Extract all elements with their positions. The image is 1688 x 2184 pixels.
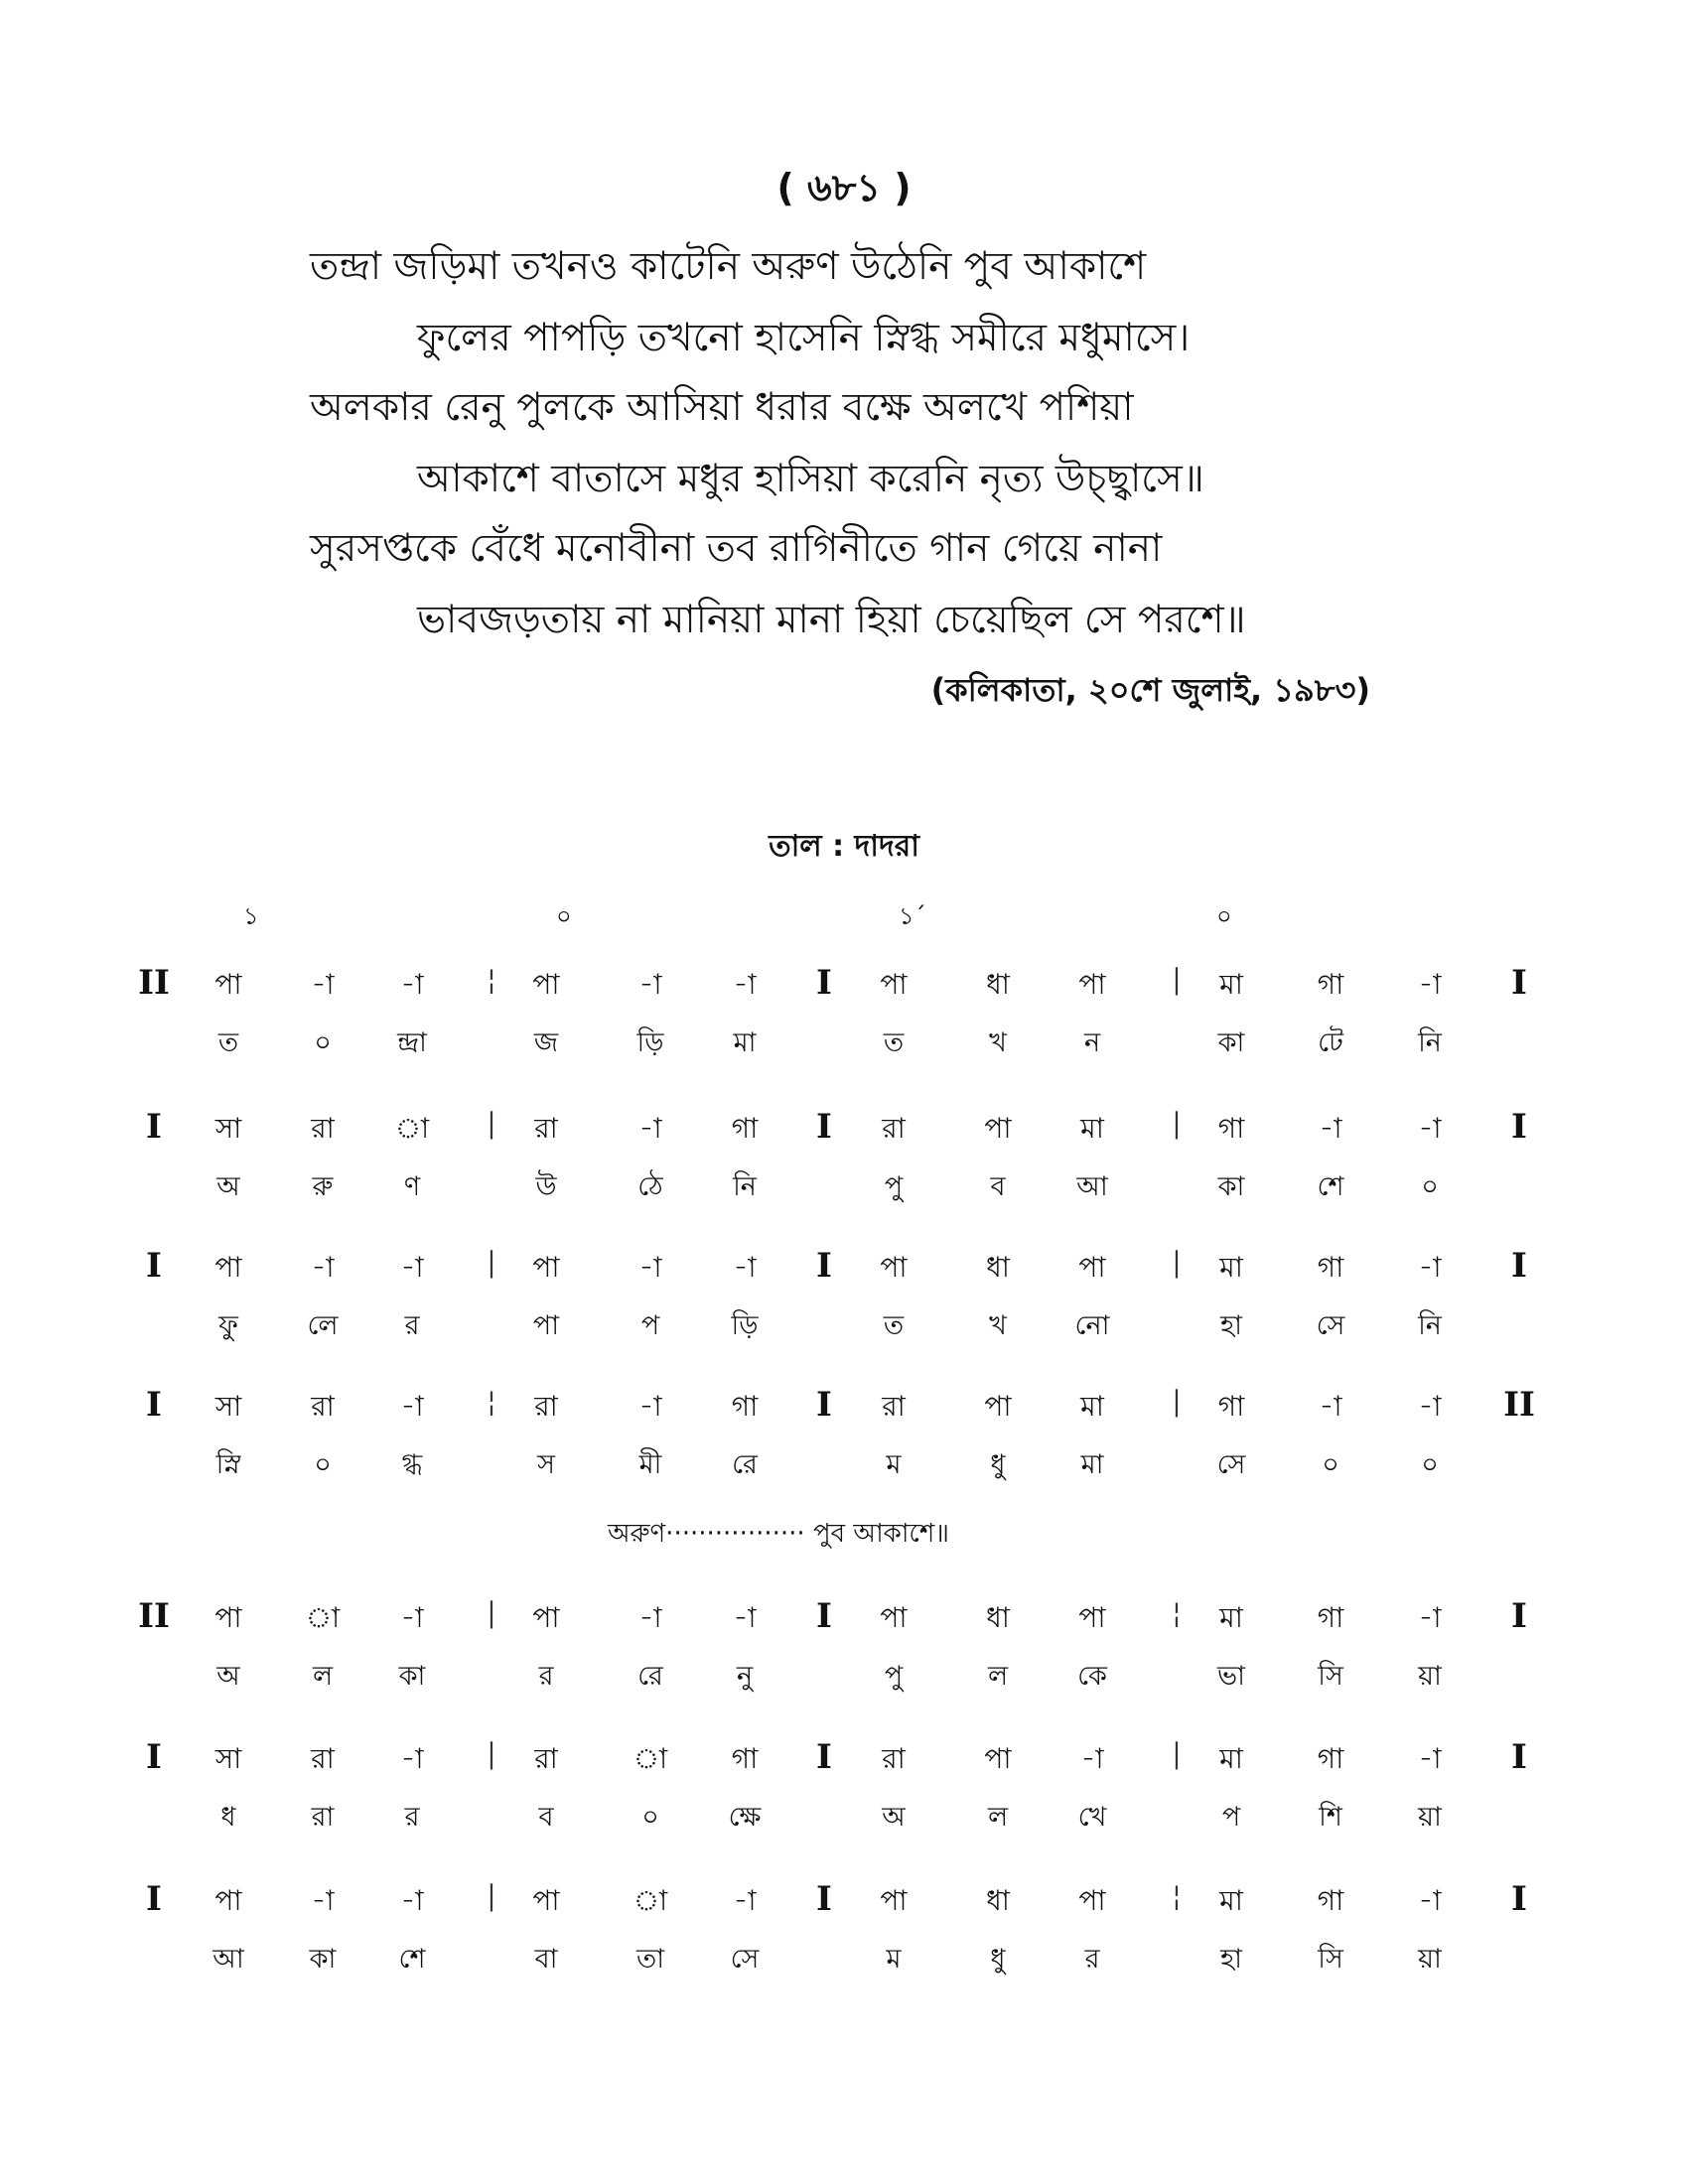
swar-note: -া xyxy=(311,1251,335,1284)
swar-note: -া xyxy=(1080,1742,1104,1775)
swar-note: রা xyxy=(534,1390,558,1423)
lyric-syllable: র xyxy=(404,1802,420,1833)
swar-note: পা xyxy=(984,1390,1012,1423)
swar-note: সা xyxy=(214,1112,242,1145)
swar-note: -া xyxy=(1418,968,1442,1001)
lyric-syllable: সে xyxy=(730,1944,760,1975)
swar-note: ধা xyxy=(986,1884,1010,1917)
lyric-syllable: সে xyxy=(1316,1310,1345,1341)
bar-line: ¦ xyxy=(487,963,496,996)
swar-note: সা xyxy=(214,1742,242,1775)
lyric-syllable: গ্ধ xyxy=(401,1449,423,1480)
swar-note: রা xyxy=(882,1390,906,1423)
swar-row xyxy=(0,1385,1688,1429)
swar-row xyxy=(0,1246,1688,1290)
bar-line-start: I xyxy=(146,1737,162,1777)
lyric-syllable: সি xyxy=(1318,1944,1343,1975)
swar-note: -া xyxy=(638,968,662,1001)
bar-line-end: II xyxy=(1503,1385,1535,1425)
lyric-syllable: শে xyxy=(398,1944,426,1975)
swar-note: -া xyxy=(311,968,335,1001)
lyric-syllable: অ xyxy=(216,1661,240,1692)
bar-line: | xyxy=(1172,1246,1182,1279)
swar-note: -া xyxy=(638,1112,662,1145)
swar-note: রা xyxy=(534,1112,558,1145)
swar-note: পা xyxy=(984,1742,1012,1775)
swar-note: পা xyxy=(880,1601,908,1634)
lyric-syllable: বা xyxy=(534,1944,558,1975)
bar-line: I xyxy=(816,1879,832,1919)
bar-line-start: I xyxy=(146,1246,162,1286)
bar-line-end: I xyxy=(1511,963,1527,1003)
poem-line: ফুলের পাপড়ি তখনো হাসেনি স্নিগ্ধ সমীরে মধুমাসে। xyxy=(417,316,1191,360)
swar-note: ধা xyxy=(986,968,1010,1001)
lyric-syllable: নু xyxy=(736,1661,754,1692)
bar-line-start: I xyxy=(146,1879,162,1919)
lyric-syllable: হা xyxy=(1219,1310,1242,1341)
lyric-syllable: রা xyxy=(311,1802,335,1833)
bar-line: | xyxy=(487,1737,496,1770)
bar-line-start: II xyxy=(138,1596,170,1636)
swar-note: গা xyxy=(1317,1742,1344,1775)
bar-line: I xyxy=(816,1246,832,1286)
swar-note: ধা xyxy=(986,1251,1010,1284)
lyric-syllable: তা xyxy=(635,1944,665,1975)
swar-note: া xyxy=(305,1601,341,1634)
swar-note: পা xyxy=(1078,1251,1106,1284)
swar-note: রা xyxy=(311,1112,335,1145)
swar-note: -া xyxy=(1418,1112,1442,1145)
swar-note: -া xyxy=(400,1251,424,1284)
lyric-syllable: হা xyxy=(1219,1944,1242,1975)
lyric-syllable: মা xyxy=(1080,1449,1104,1480)
swar-note: -া xyxy=(1418,1251,1442,1284)
swar-note: মা xyxy=(1080,1390,1104,1423)
swar-note: পা xyxy=(880,1251,908,1284)
lyric-syllable: ০ xyxy=(1421,1449,1439,1480)
lyric-row xyxy=(0,1166,1688,1210)
swar-note: মা xyxy=(1080,1112,1104,1145)
lyric-syllable: লে xyxy=(307,1310,339,1341)
swar-note: পা xyxy=(1078,1601,1106,1634)
lyric-syllable: য়া xyxy=(1418,1661,1442,1692)
lyric-syllable: ব xyxy=(538,1802,554,1833)
swar-note: পা xyxy=(214,1251,242,1284)
lyric-syllable: মী xyxy=(638,1449,662,1480)
lyric-row xyxy=(0,1939,1688,1982)
bar-line-start: II xyxy=(138,963,170,1003)
swar-note: গা xyxy=(1317,1251,1344,1284)
lyric-syllable: ল xyxy=(987,1661,1009,1692)
lyric-syllable: ত xyxy=(883,1310,905,1341)
poem-line: তন্দ্রা জড়িমা তখনও কাটেনি অরুণ উঠেনি পুব আকাশে xyxy=(310,244,1147,289)
swar-note: -া xyxy=(638,1251,662,1284)
lyric-syllable: শি xyxy=(1319,1802,1342,1833)
beat-marker: ০ xyxy=(556,902,572,930)
lyric-syllable: ন্দ্রা xyxy=(397,1027,427,1058)
lyric-syllable: মা xyxy=(733,1027,757,1058)
swar-note: রা xyxy=(311,1742,335,1775)
lyric-syllable: জ xyxy=(533,1027,559,1058)
swar-note: মা xyxy=(1219,968,1243,1001)
swar-note: -া xyxy=(733,1251,757,1284)
lyric-syllable: সি xyxy=(1318,1661,1343,1692)
bar-line: | xyxy=(487,1246,496,1279)
tala-heading: তাল : দাদরা xyxy=(769,829,919,864)
swar-note: পা xyxy=(984,1112,1012,1145)
swar-note: া xyxy=(394,1112,430,1145)
lyric-syllable: ড়ি xyxy=(636,1027,664,1058)
lyric-syllable: রে xyxy=(637,1661,663,1692)
lyric-syllable: কা xyxy=(1217,1171,1245,1202)
swar-note: -া xyxy=(1418,1601,1442,1634)
lyric-syllable: রে xyxy=(732,1449,758,1480)
poem-line: অলকার রেনু পুলকে আসিয়া ধরার বক্ষে অলখে পশিয়া xyxy=(310,385,1134,430)
lyric-syllable: কা xyxy=(309,1944,337,1975)
lyric-syllable: ০ xyxy=(314,1449,332,1480)
swar-note: গা xyxy=(731,1742,759,1775)
page-number: ( ৬৮১ ) xyxy=(776,166,912,209)
bar-line: | xyxy=(1172,1107,1182,1140)
swar-row xyxy=(0,1737,1688,1781)
swar-note: মা xyxy=(1219,1601,1243,1634)
lyric-syllable: টে xyxy=(1318,1027,1343,1058)
swar-note: -া xyxy=(733,1601,757,1634)
lyric-syllable: ধু xyxy=(990,1449,1006,1480)
swar-note: ধা xyxy=(986,1601,1010,1634)
lyric-syllable: স xyxy=(537,1449,555,1480)
swar-note: -া xyxy=(400,1390,424,1423)
swar-note: -া xyxy=(1418,1390,1442,1423)
swar-note: -া xyxy=(1319,1390,1342,1423)
swar-note: পা xyxy=(880,1884,908,1917)
bar-line: ¦ xyxy=(1172,1596,1182,1629)
lyric-syllable: ধু xyxy=(990,1944,1006,1975)
swar-note: -া xyxy=(733,1884,757,1917)
refrain-note: অরুণ················· পুব আকাশে॥ xyxy=(608,1519,949,1549)
lyric-syllable: ত xyxy=(883,1027,905,1058)
lyric-syllable: পা xyxy=(532,1310,560,1341)
swar-note: -া xyxy=(1418,1742,1442,1775)
lyric-syllable: সে xyxy=(1216,1449,1246,1480)
lyric-syllable: র xyxy=(538,1661,554,1692)
lyric-syllable: কে xyxy=(1077,1661,1107,1692)
lyric-syllable: ০ xyxy=(1322,1449,1339,1480)
lyric-syllable: ন xyxy=(1083,1027,1101,1058)
poem-line: ভাবজড়তায় না মানিয়া মানা হিয়া চেয়েছিল সে পরশে॥ xyxy=(417,598,1246,642)
lyric-syllable: ০ xyxy=(1421,1171,1439,1202)
bar-line-end: I xyxy=(1511,1737,1527,1777)
bar-line: I xyxy=(816,1737,832,1777)
lyric-row xyxy=(0,1023,1688,1066)
lyric-syllable: খে xyxy=(1077,1802,1107,1833)
lyric-syllable: খ xyxy=(989,1310,1007,1341)
bar-line: | xyxy=(1172,1737,1182,1770)
swar-note: গা xyxy=(1317,1884,1344,1917)
lyric-syllable: ফু xyxy=(218,1310,238,1341)
swar-note: রা xyxy=(534,1742,558,1775)
swar-note: পা xyxy=(532,1601,560,1634)
swar-note: গা xyxy=(731,1390,759,1423)
bar-line: I xyxy=(816,1385,832,1425)
lyric-row xyxy=(0,1444,1688,1488)
swar-note: গা xyxy=(1317,968,1344,1001)
swar-note: মা xyxy=(1219,1742,1243,1775)
bar-line: ¦ xyxy=(1172,1879,1182,1912)
lyric-syllable: ণ xyxy=(403,1171,421,1202)
bar-line: I xyxy=(816,1107,832,1147)
swar-note: -া xyxy=(638,1390,662,1423)
lyric-syllable: নো xyxy=(1074,1310,1110,1341)
swar-row xyxy=(0,1107,1688,1151)
swar-note: পা xyxy=(532,968,560,1001)
swar-note: -া xyxy=(638,1601,662,1634)
swar-note: গা xyxy=(1217,1112,1245,1145)
swar-note: গা xyxy=(731,1112,759,1145)
swar-note: -া xyxy=(400,1601,424,1634)
lyric-syllable: ক্ষে xyxy=(728,1802,762,1833)
lyric-row xyxy=(0,1656,1688,1700)
lyric-syllable: ধ xyxy=(220,1802,236,1833)
swar-note: -া xyxy=(1418,1884,1442,1917)
lyric-syllable: ত xyxy=(217,1027,239,1058)
swar-note: গা xyxy=(1317,1601,1344,1634)
beat-marker: ১´ xyxy=(899,902,926,930)
lyric-syllable: ড়ি xyxy=(731,1310,759,1341)
swar-note: পা xyxy=(214,1601,242,1634)
swar-note: পা xyxy=(1078,1884,1106,1917)
beat-marker: ০ xyxy=(1216,902,1232,930)
lyric-syllable: নি xyxy=(733,1171,757,1202)
swar-row xyxy=(0,1596,1688,1640)
lyric-syllable: ০ xyxy=(641,1802,659,1833)
swar-note: পা xyxy=(214,1884,242,1917)
lyric-syllable: প xyxy=(1221,1802,1241,1833)
lyric-syllable: পু xyxy=(884,1171,904,1202)
lyric-syllable: খ xyxy=(989,1027,1007,1058)
lyric-syllable: রু xyxy=(312,1171,334,1202)
lyric-syllable: ভা xyxy=(1217,1661,1245,1692)
swar-note: রা xyxy=(311,1390,335,1423)
lyric-syllable: নি xyxy=(1418,1027,1442,1058)
beat-marker: ১ xyxy=(243,902,259,930)
lyric-syllable: ল xyxy=(987,1802,1009,1833)
swar-note: -া xyxy=(400,968,424,1001)
lyric-syllable: আ xyxy=(212,1944,244,1975)
lyric-syllable: ০ xyxy=(314,1027,332,1058)
swar-note: রা xyxy=(882,1742,906,1775)
bar-line: ¦ xyxy=(487,1385,496,1418)
lyric-syllable: ঠে xyxy=(637,1171,663,1202)
bar-line-end: I xyxy=(1511,1107,1527,1147)
lyric-syllable: উ xyxy=(535,1171,557,1202)
lyric-syllable: নি xyxy=(1418,1310,1442,1341)
bar-line: I xyxy=(816,963,832,1003)
lyric-syllable: শে xyxy=(1317,1171,1344,1202)
lyric-syllable: র xyxy=(404,1310,420,1341)
swar-note: পা xyxy=(532,1884,560,1917)
lyric-syllable: স্নি xyxy=(215,1449,241,1480)
lyric-syllable: কা xyxy=(1217,1027,1245,1058)
bar-line-start: I xyxy=(146,1385,162,1425)
bar-line: | xyxy=(1172,963,1182,996)
lyric-syllable: র xyxy=(1084,1944,1100,1975)
swar-note: -া xyxy=(733,968,757,1001)
lyric-syllable: য়া xyxy=(1418,1802,1442,1833)
swar-note: া xyxy=(633,1884,668,1917)
swar-note: রা xyxy=(882,1112,906,1145)
swar-note: গা xyxy=(1217,1390,1245,1423)
lyric-syllable: য়া xyxy=(1418,1944,1442,1975)
lyric-syllable: ল xyxy=(312,1661,334,1692)
lyric-syllable: প xyxy=(640,1310,660,1341)
lyric-syllable: আ xyxy=(1076,1171,1108,1202)
lyric-syllable: ম xyxy=(886,1449,902,1480)
lyric-syllable: অ xyxy=(216,1171,240,1202)
swar-note: -া xyxy=(1319,1112,1342,1145)
lyric-syllable: কা xyxy=(398,1661,426,1692)
swar-note: পা xyxy=(1078,968,1106,1001)
bar-line: | xyxy=(487,1107,496,1140)
swar-note: পা xyxy=(214,968,242,1001)
bar-line: I xyxy=(816,1596,832,1636)
bar-line-end: I xyxy=(1511,1879,1527,1919)
swar-row xyxy=(0,1879,1688,1923)
bar-line: | xyxy=(1172,1385,1182,1418)
swar-note: পা xyxy=(880,968,908,1001)
bar-line-end: I xyxy=(1511,1246,1527,1286)
lyric-row xyxy=(0,1305,1688,1349)
lyric-row xyxy=(0,1797,1688,1841)
swar-note: মা xyxy=(1219,1884,1243,1917)
swar-note: সা xyxy=(214,1390,242,1423)
swar-note: মা xyxy=(1219,1251,1243,1284)
lyric-syllable: ম xyxy=(886,1944,902,1975)
swar-row xyxy=(0,963,1688,1007)
poem-line: সুরসপ্তকে বেঁধে মনোবীনা তব রাগিনীতে গান গেয়ে নানা xyxy=(310,526,1163,571)
swar-note: া xyxy=(633,1742,668,1775)
swar-note: পা xyxy=(532,1251,560,1284)
swar-note: -া xyxy=(400,1742,424,1775)
swar-note: -া xyxy=(400,1884,424,1917)
bar-line-start: I xyxy=(146,1107,162,1147)
lyric-syllable: পু xyxy=(884,1661,904,1692)
bar-line-end: I xyxy=(1511,1596,1527,1636)
bar-line: | xyxy=(487,1879,496,1912)
poem-line: আকাশে বাতাসে মধুর হাসিয়া করেনি নৃত্য উচ্ছ্বাসে॥ xyxy=(417,457,1204,501)
place-date: (কলিকাতা, ২০শে জুলাই, ১৯৮৩) xyxy=(930,671,1370,709)
lyric-syllable: অ xyxy=(882,1802,906,1833)
lyric-syllable: ব xyxy=(990,1171,1006,1202)
swar-note: -া xyxy=(311,1884,335,1917)
beat-markers xyxy=(0,898,1688,938)
bar-line: | xyxy=(487,1596,496,1629)
